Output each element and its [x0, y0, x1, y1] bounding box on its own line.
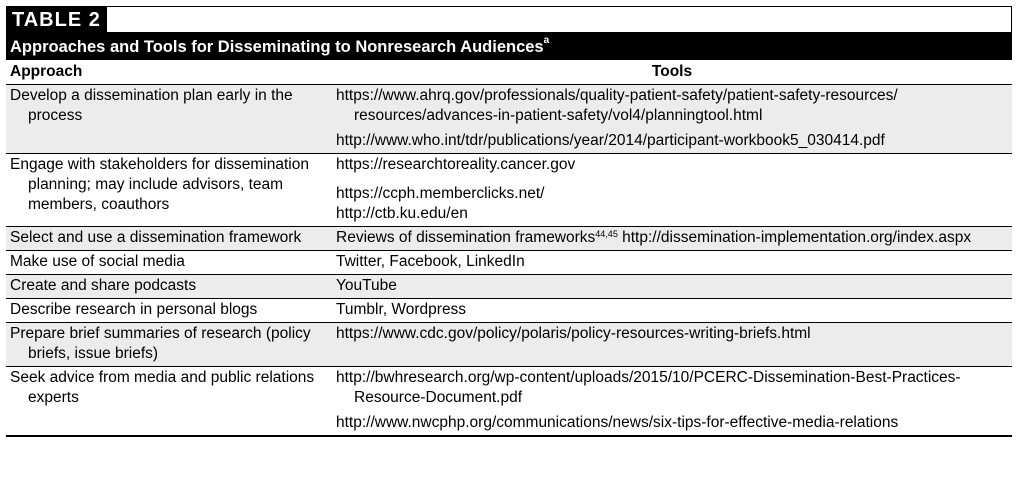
tool-link[interactable]: http://dissemination-implementation.org/index.aspx: [617, 229, 972, 246]
tool-entry: [336, 228, 1008, 248]
table-row: [6, 227, 1012, 251]
approach-header: Approach: [10, 63, 83, 80]
tool-link[interactable]: http://www.nwcphp.org/communications/news/six-tips-for-effective-media-relations: [336, 414, 899, 431]
table-row: [6, 154, 1012, 227]
table-row: [6, 275, 1012, 299]
table-row: [6, 251, 1012, 275]
tool-link[interactable]: https://researchtoreality.cancer.gov: [336, 156, 576, 173]
tool-text: YouTube: [336, 277, 397, 294]
table-row: [6, 323, 1012, 367]
approach-cell: Select and use a dissemination framework: [10, 229, 302, 246]
approach-cell: Describe research in personal blogs: [10, 301, 258, 318]
approach-cell: Develop a dissemination plan early in the process: [10, 87, 293, 124]
table-row: [6, 367, 1012, 437]
approaches-table: [6, 60, 1012, 437]
approach-cell: Create and share podcasts: [10, 277, 197, 294]
table-title-bar: [6, 32, 1012, 60]
approach-cell: Make use of social media: [10, 253, 185, 270]
table-figure: [6, 6, 1012, 437]
tool-link[interactable]: https://www.cdc.gov/policy/polaris/policy-resources-writing-briefs.html: [336, 325, 811, 342]
tool-link[interactable]: http://bwhresearch.org/wp-content/uploads/2015/10/PCERC-Dissemination-Best-Practices- Resource-Document.pdf: [336, 369, 961, 406]
reference-marker: 44,45: [595, 229, 618, 239]
tool-text: Reviews of dissemination frameworks: [336, 229, 596, 246]
table-row: [6, 299, 1012, 323]
table-row: [6, 85, 1012, 154]
approach-cell: Seek advice from media and public relations experts: [10, 369, 315, 406]
header-row: [6, 60, 1012, 85]
tool-text: Twitter, Facebook, LinkedIn: [336, 253, 525, 270]
tool-link[interactable]: http://ctb.ku.edu/en: [336, 205, 468, 222]
table-title: Approaches and Tools for Disseminating to Nonresearch Audiences: [10, 38, 544, 56]
table-label: TABLE 2: [6, 7, 107, 32]
approach-cell: Engage with stakeholders for dissemination planning; may include advisors, team members, coauthors: [10, 156, 309, 213]
tool-link[interactable]: https://ccph.memberclicks.net/: [336, 185, 545, 202]
table-label-strip: [6, 6, 1012, 32]
tool-link[interactable]: https://www.ahrq.gov/professionals/quality-patient-safety/patient-safety-resources/ resources/advances-in-patient-safety/vol4/planningtool.html: [336, 87, 898, 124]
tool-text: Tumblr, Wordpress: [336, 301, 467, 318]
title-footnote-marker: a: [543, 35, 550, 46]
tool-link[interactable]: http://www.who.int/tdr/publications/year/2014/participant-workbook5_030414.pdf: [336, 132, 885, 149]
approach-cell: Prepare brief summaries of research (policy briefs, issue briefs): [10, 325, 311, 362]
tools-header: Tools: [651, 63, 693, 80]
